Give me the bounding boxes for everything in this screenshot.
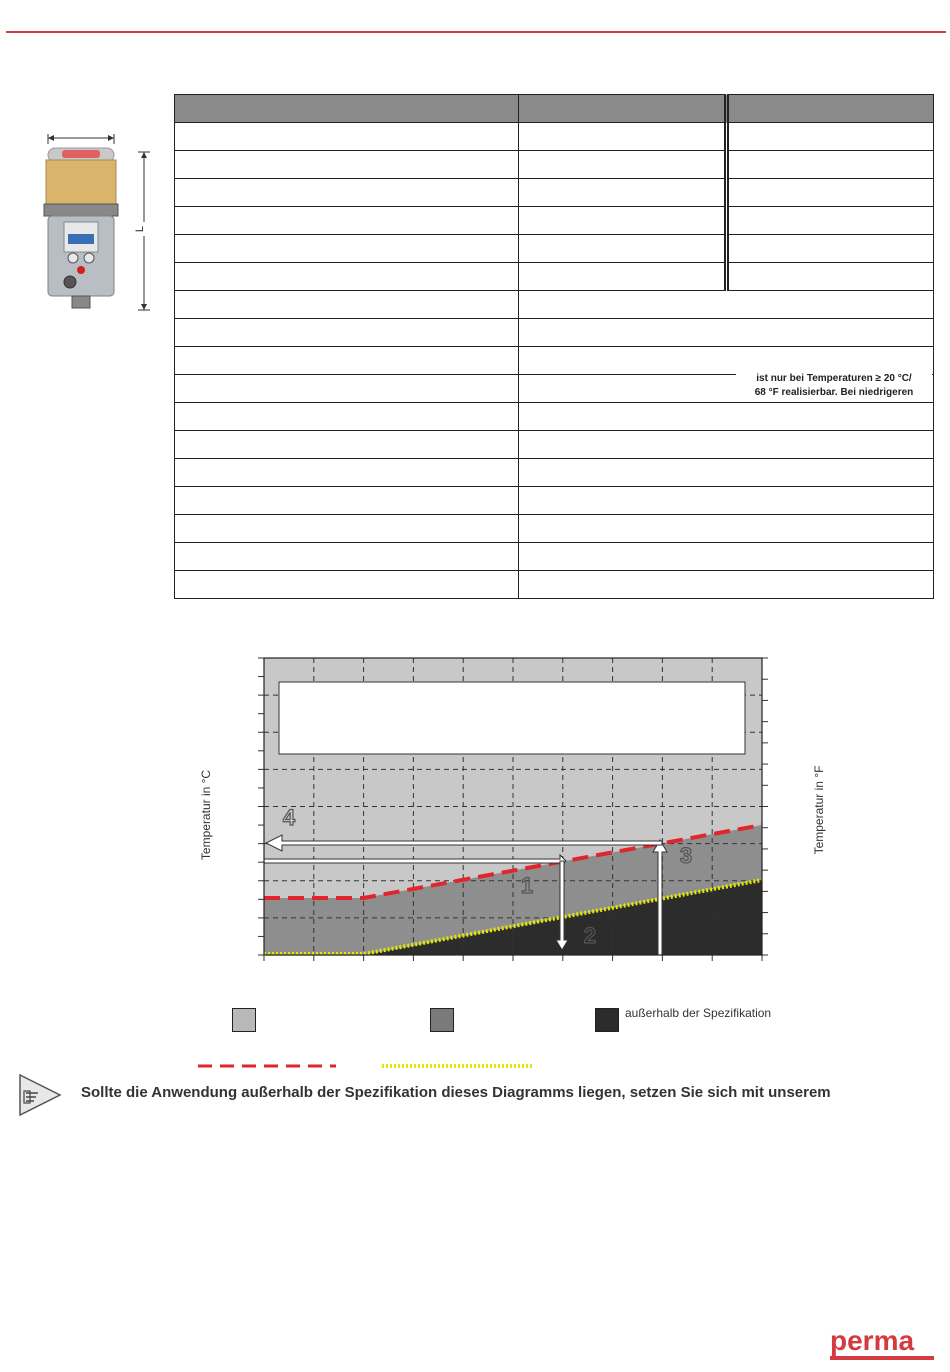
y-axis-label-left: Temperatur in °C (199, 769, 213, 861)
temperature-note (736, 372, 932, 400)
hint-text: Sollte die Anwendung außerhalb der Spezifikation dieses Diagramms liegen, setzen Sie sich mit unserem (81, 1084, 831, 1101)
header-cell (519, 95, 726, 123)
table-row (175, 459, 934, 487)
table-row (175, 543, 934, 571)
logo-text: perma (830, 1326, 915, 1356)
legend-swatch-light (232, 1008, 256, 1032)
header-cell (175, 95, 519, 123)
legend-label-outside-spec: außerhalb der Spezifikation (625, 1006, 772, 1020)
table-row (175, 123, 934, 151)
y-axis-label-right: Temperatur in °F (812, 765, 826, 855)
table-row (175, 291, 934, 319)
lubricator-device-image (40, 130, 160, 315)
pointing-hand-icon (18, 1073, 62, 1117)
table-row (175, 151, 934, 179)
table-row (175, 487, 934, 515)
table-row (175, 235, 934, 263)
table-row (175, 515, 934, 543)
specification-table (174, 94, 934, 599)
table-row (175, 319, 934, 347)
chart-blank-label-box (279, 682, 745, 754)
table-row (175, 263, 934, 291)
annotation-number: 4 (282, 805, 296, 830)
legend-swatch-mid (430, 1008, 454, 1032)
legend-lines (196, 1058, 536, 1074)
header-cell (726, 95, 933, 123)
table-header-row (175, 95, 934, 123)
header-rule (6, 31, 946, 33)
table-row (175, 403, 934, 431)
annotation-number: 1 (520, 873, 534, 898)
temperature-chart (196, 650, 836, 980)
dimension-label-L: L (134, 225, 147, 233)
table-row (175, 179, 934, 207)
note-line: 68 °F realisierbar. Bei niedrigeren (754, 387, 914, 398)
table-row (175, 571, 934, 599)
table-row (175, 347, 934, 375)
table-row (175, 207, 934, 235)
perma-logo (830, 1326, 934, 1362)
note-line: ist nur bei Temperaturen ≥ 20 °C/ (756, 373, 912, 384)
annotation-number: 3 (679, 843, 693, 868)
legend-swatch-dark (595, 1008, 619, 1032)
annotation-number: 2 (583, 923, 597, 948)
table-row (175, 431, 934, 459)
